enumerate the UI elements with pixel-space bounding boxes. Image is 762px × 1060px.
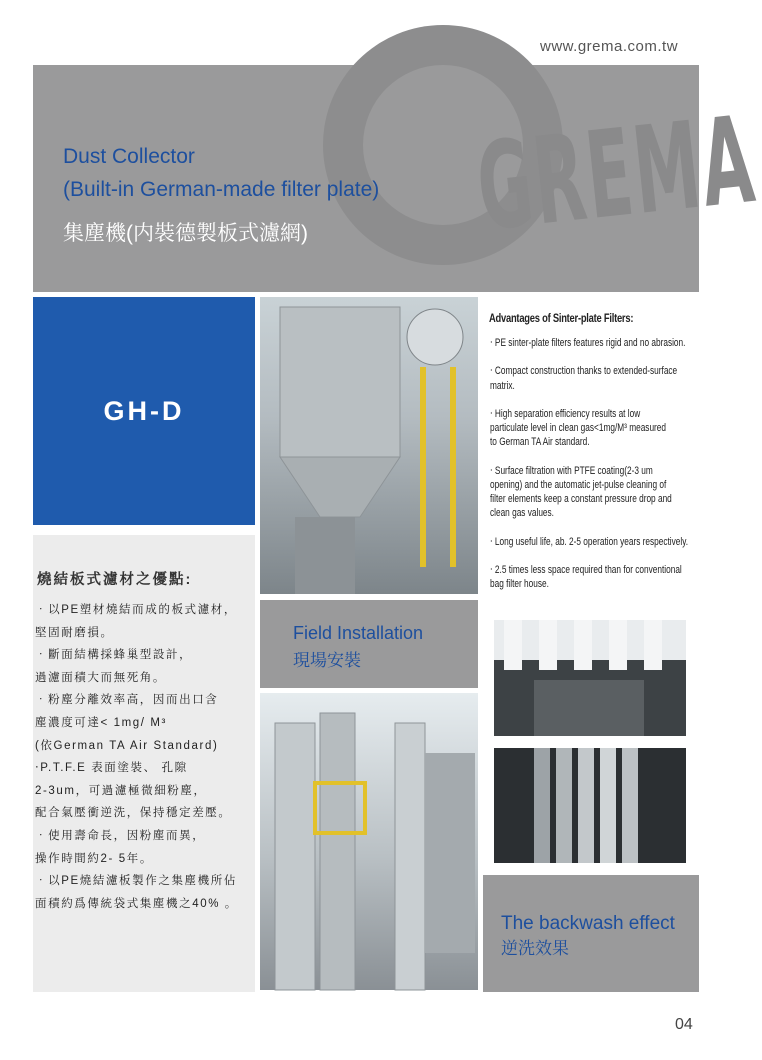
- list-item: ‧使用壽命長，因粉塵而異，: [35, 829, 206, 842]
- list-item: ‧ Surface filtration with PTFE coating(2-3 um: [490, 464, 653, 477]
- header-banner: [33, 65, 762, 292]
- page-number: 04: [675, 1016, 693, 1033]
- title-en-line1: Dust Collector: [63, 145, 195, 168]
- list-item: 面積約爲傳統袋式集塵機之40% 。: [35, 897, 238, 910]
- filter-plates-illustration-2: [494, 748, 686, 863]
- list-item: ‧ PE sinter-plate filters features rigid and no abrasion.: [490, 337, 686, 349]
- list-item: bag filter house.: [490, 578, 549, 591]
- dust-collector-photo-2: [260, 693, 478, 990]
- list-item: matrix.: [490, 379, 515, 392]
- field-installation-cn: 現場安裝: [293, 651, 361, 670]
- left-advantages-title: 燒結板式濾材之優點:: [37, 572, 193, 588]
- right-advantages-title: Advantages of Sinter-plate Filters:: [489, 311, 634, 325]
- model-name: GH-D: [103, 395, 185, 426]
- dust-collector-illustration-1: [260, 297, 478, 594]
- list-item: ‧斷面結構採蜂巢型設計，: [35, 649, 193, 662]
- list-item: (依German TA Air Standard): [35, 739, 219, 752]
- list-item: ‧ Compact construction thanks to extended-surface: [490, 365, 678, 378]
- backwash-caption: [483, 875, 699, 992]
- field-installation-en: Field Installation: [293, 623, 424, 643]
- model-box: [33, 297, 255, 525]
- backwash-photo-1: [494, 620, 686, 736]
- title-en-line2: (Built-in German-made filter plate): [63, 178, 380, 201]
- backwash-en: The backwash effect: [501, 913, 675, 934]
- list-item: clean gas values.: [490, 507, 554, 520]
- list-item: ‧以PE燒結濾板製作之集塵機所佔: [35, 875, 237, 888]
- list-item: ‧粉塵分離效率高，因而出口含: [35, 694, 219, 707]
- list-item: [490, 393, 682, 407]
- list-item: 塵濃度可達< 1mg/ M³: [35, 716, 167, 729]
- list-item: ‧ High separation efficiency results at low: [490, 407, 641, 420]
- backwash-cn: 逆洗效果: [501, 939, 569, 958]
- list-item: [490, 520, 682, 534]
- left-advantages-panel: [33, 535, 255, 992]
- backwash-photo-2: [494, 748, 686, 863]
- left-advantages-list: [35, 599, 257, 915]
- website-url: www.grema.com.tw: [540, 38, 679, 55]
- list-item: 堅固耐磨損。: [35, 626, 114, 639]
- dust-collector-photo-1: [260, 297, 478, 594]
- list-item: ‧P.T.F.E 表面塗裝、 孔隙: [35, 762, 188, 775]
- list-item: [490, 350, 682, 364]
- list-item: 操作時間約2- 5年。: [35, 852, 153, 865]
- list-item: [490, 549, 682, 563]
- list-item: ‧以PE塑材燒結而成的板式濾材，: [35, 604, 237, 616]
- list-item: particulate level in clean gas<1mg/M³ measured: [490, 422, 667, 435]
- list-item: ‧ Long useful life, ab. 2-5 operation years respectively.: [490, 535, 689, 548]
- list-item: 2-3um，可過濾極微細粉塵，: [35, 784, 207, 797]
- right-advantages-list: [490, 336, 750, 591]
- list-item: ‧ 2.5 times less space required than for conventional: [490, 564, 682, 576]
- watermark-logo-text: GREMA: [471, 90, 762, 259]
- filter-plates-illustration-1: [494, 620, 686, 736]
- title-cn: 集塵機(内裝德製板式濾網): [63, 222, 308, 245]
- dust-collector-illustration-2: [260, 693, 478, 990]
- list-item: filter elements keep a constant pressure drop and: [490, 493, 672, 506]
- list-item: 過濾面積大而無死角。: [35, 671, 166, 684]
- field-installation-caption: [260, 600, 478, 688]
- list-item: opening) and the automatic jet-pulse cleaning of: [490, 478, 667, 491]
- list-item: to German TA Air standard.: [490, 436, 590, 449]
- list-item: [490, 450, 682, 464]
- list-item: 配合氣壓衝逆洗，保持穩定差壓。: [35, 807, 232, 820]
